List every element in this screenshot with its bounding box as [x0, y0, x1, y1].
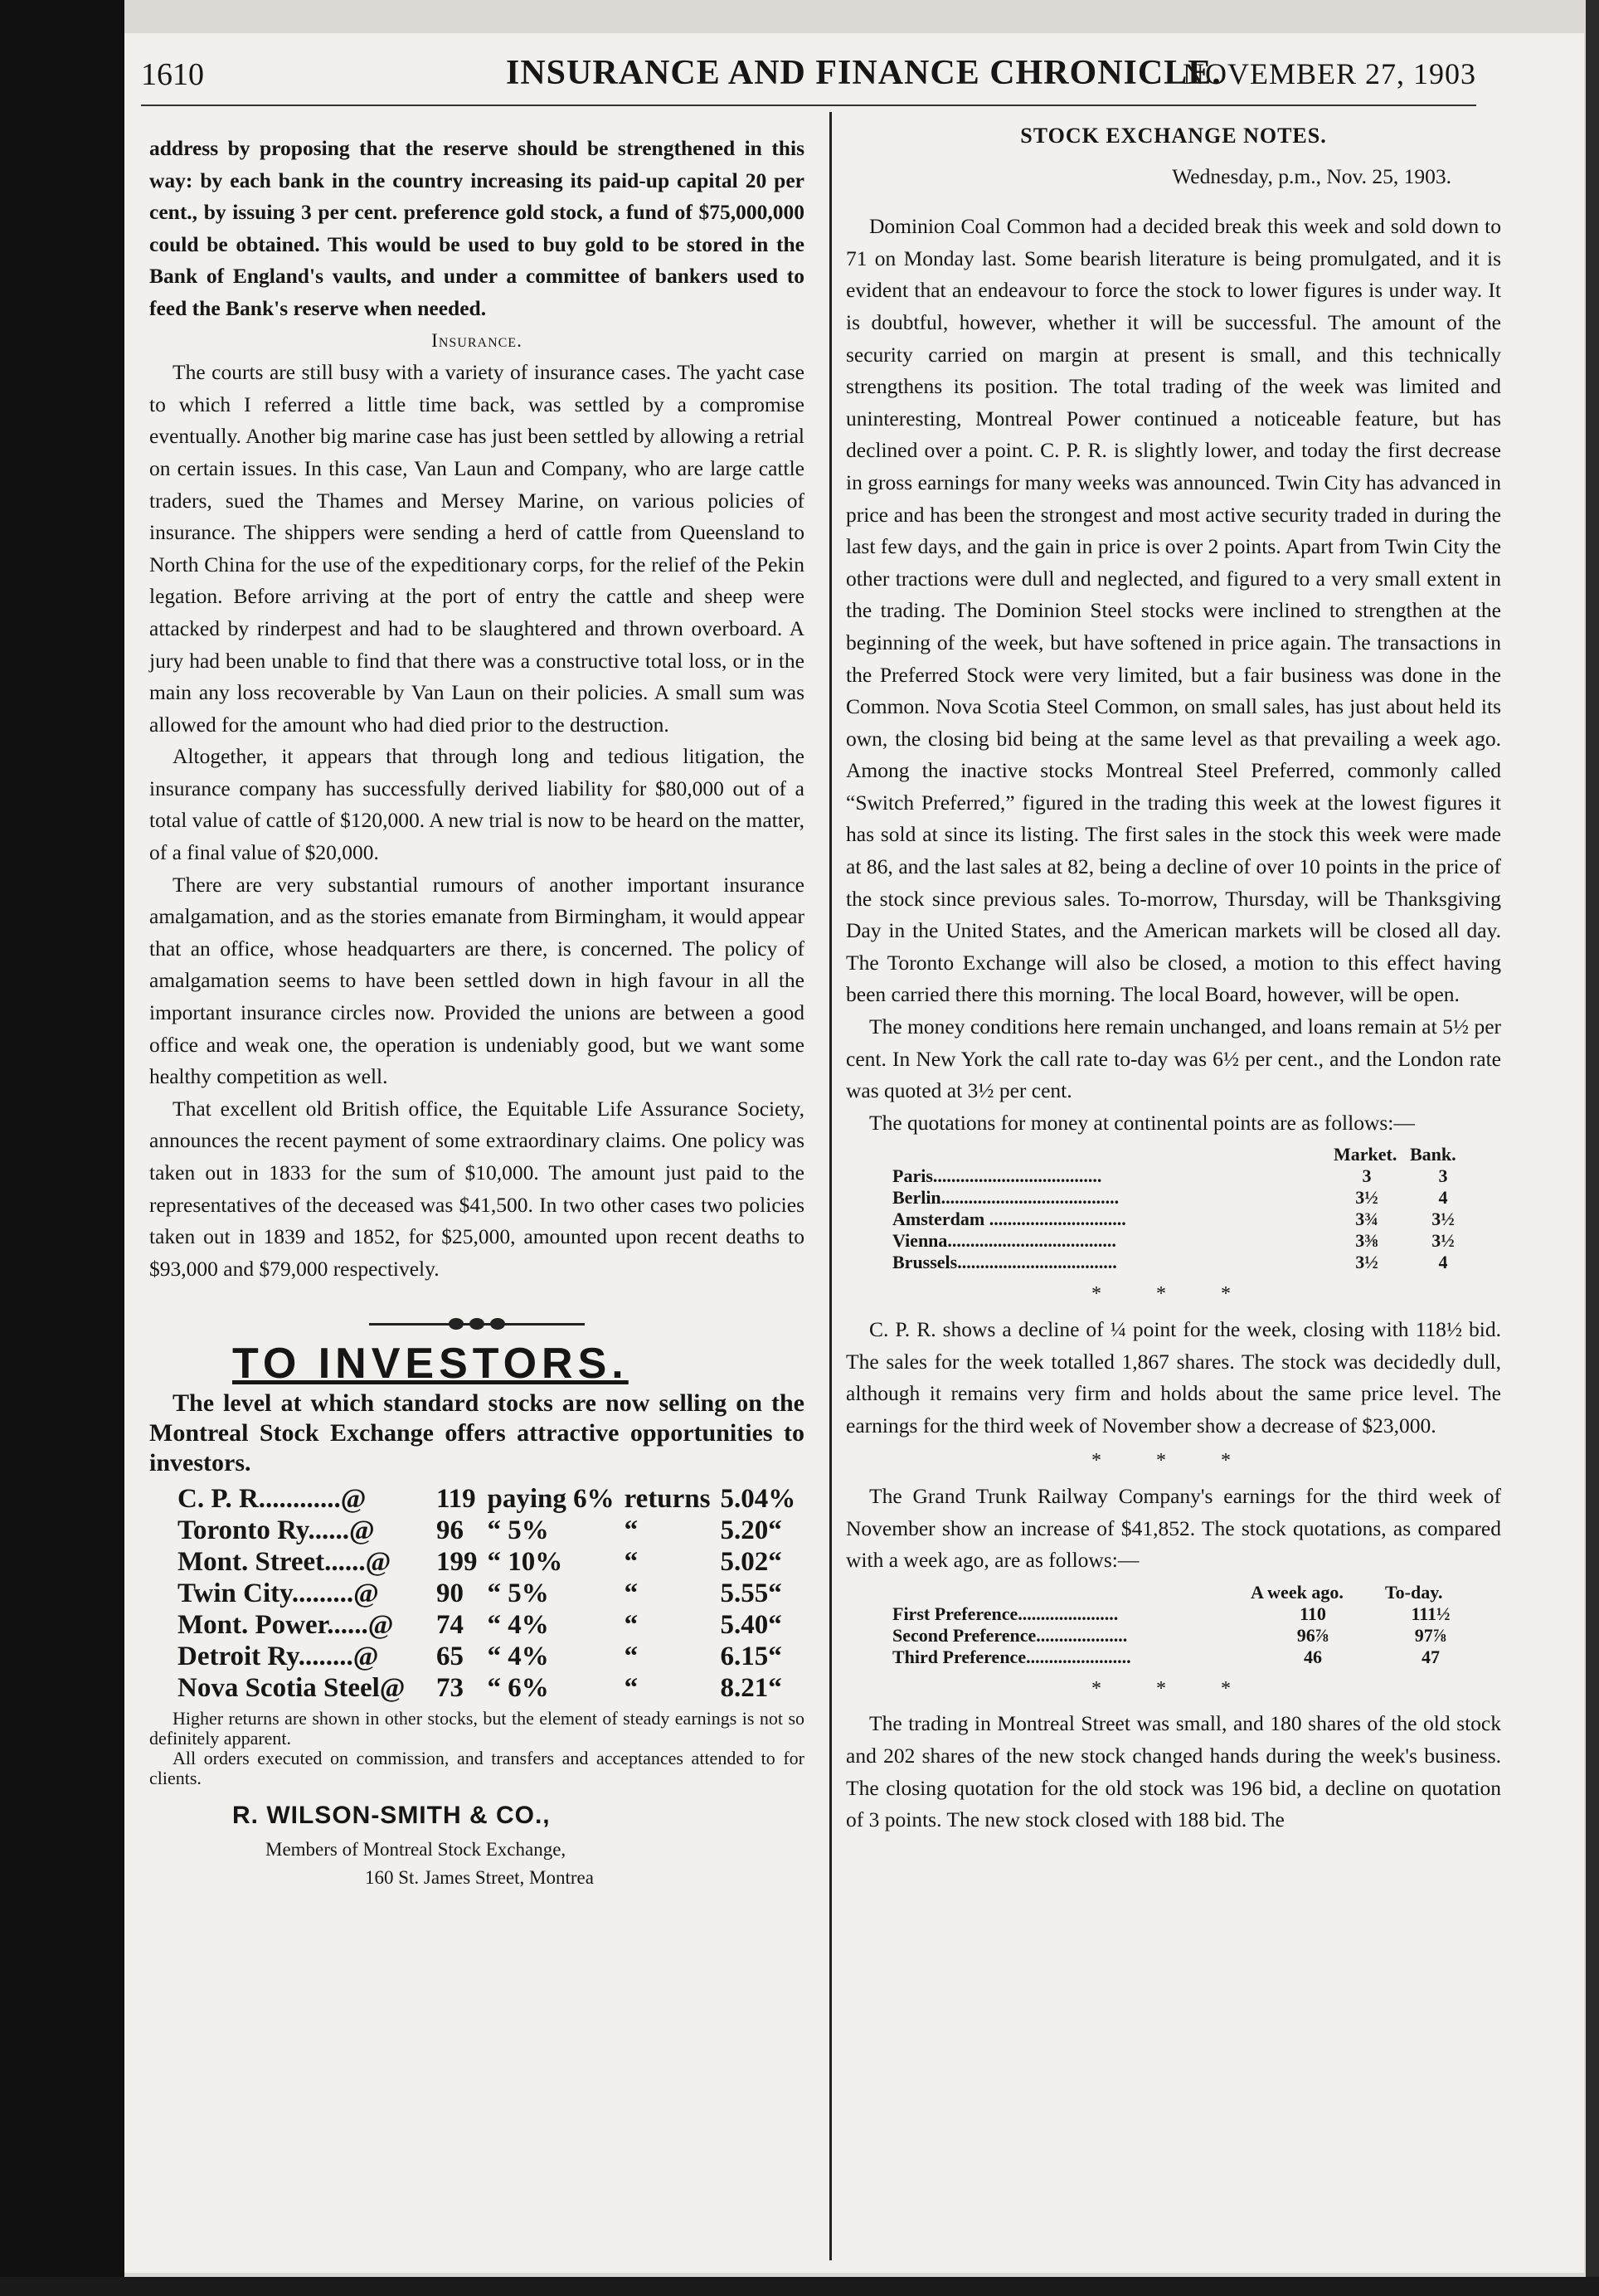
column-header: Market.	[1334, 1144, 1397, 1165]
notes-paragraph-2: The money conditions here remain unchanged, and loans remain at 5½ per cent. In New York the call rate to-day was 6½ per cent., and the London rate was quoted at 3½ per cent.	[846, 1014, 1501, 1103]
left-column	[149, 133, 804, 1892]
notes-paragraph-6: The trading in Montreal Street was small, and 180 shares of the old stock and 202 shares of the new stock changed hands during the week's business. The closing quotation for the old stock was 196 bid, a decline on quotation of 3 points. The new stock closed with 188 bid. The	[846, 1711, 1501, 1832]
scan-right-edge	[1586, 0, 1599, 2296]
notes-dateline: Wednesday, p.m., Nov. 25, 1903.	[1172, 163, 1451, 188]
notes-paragraph-5: The Grand Trunk Railway Company's earnings for the third week of November show an increase of $41,852. The stock quotations, as compared with a week ago, are as follows:—	[846, 1483, 1501, 1573]
ad-intro: The level at which standard stocks are now selling on the Montreal Stock Exchange offers attractive opportunities to investors.	[149, 1389, 804, 1476]
stock-yield-table	[173, 1483, 800, 1704]
insurance-paragraph-3: There are very substantial rumours of another important insurance amalgamation, and as the stories emanate from Birmingham, it would appear that an office, whose headquarters are there, is concerned. The policy of amalgamation seems to have been settled down in high favour in all the important insurance circles now. Provided the unions are between a good office and weak one, the operation is undeniably good, but we want some healthy competition as well.	[149, 872, 804, 1089]
table-row: Vienna..................................... 3⅜ 3½	[892, 1230, 1455, 1252]
scan-left-edge	[0, 0, 124, 2296]
notes-paragraph-4: C. P. R. shows a decline of ¼ point for the week, closing with 118½ bid. The sales for the week totalled 1,867 shares. The stock was decidedly dull, although it remains very firm and holds about the same price level. The earnings for the third week of November show a decrease of $23,000.	[846, 1317, 1501, 1437]
table-row: Brussels................................... 3½ 4	[892, 1252, 1448, 1273]
section-stars: * * *	[1091, 1450, 1256, 1472]
ad-members: Members of Montreal Stock Exchange,	[265, 1838, 566, 1860]
column-rule	[829, 112, 832, 2260]
insurance-paragraph-2: Altogether, it appears that through long and tedious litigation, the insurance company has successfully derived liability for $80,000 out of a total value of cattle of $120,000. A new trial is now to be heard on the matter, of a final value of $20,000.	[149, 744, 804, 865]
ad-title: TO INVESTORS.	[232, 1340, 629, 1389]
stock-row: Twin City.........@ 90 “ 5% “ 5.55“	[177, 1578, 782, 1608]
insurance-paragraph-1: The courts are still busy with a variety of insurance cases. The yacht case to which I referred a little time back, was settled by a compromise eventually. Another big marine case has just been settled by allowing a retrial on certain issues. In this case, Van Laun and Company, who are large cattle traders, sued the Thames and Mersey Marine, on various policies of insurance. The shippers were sending a herd of cattle from Queensland to North China for the use of the expeditionary corps, for the relief of the Pekin legation. Before arriving at the port of entry the cattle and sheep were attacked by rinderpest and had to be slaughtered and thrown overboard. A jury had been unable to find that there was a constructive total loss, or in the main any loss recoverable by Van Laun on their policies. A small sum was allowed for the amount who had died prior to the destruction.	[149, 360, 804, 737]
page-number: 1610	[141, 57, 204, 92]
publication-title: INSURANCE AND FINANCE CHRONICLE.	[506, 54, 1222, 92]
table-row: Paris..................................... 3 3	[892, 1165, 1448, 1187]
table-row: Third Preference....................... 46 47	[892, 1646, 1440, 1667]
right-column	[846, 120, 1501, 1836]
column-header: A week ago.	[1251, 1581, 1344, 1603]
investors-advertisement	[149, 1340, 804, 1891]
page-header	[141, 50, 1476, 100]
section-heading: Insurance.	[431, 329, 522, 351]
column-header: Bank.	[1410, 1144, 1456, 1165]
grand-trunk-table	[887, 1582, 1481, 1668]
stock-row: Mont. Street......@ 199 “ 10% “ 5.02“	[177, 1546, 782, 1577]
stock-notes-title: STOCK EXCHANGE NOTES.	[1020, 124, 1327, 148]
stock-row: Detroit Ry........@ 65 “ 4% “ 6.15“	[177, 1641, 782, 1671]
stock-row: Nova Scotia Steel@ 73 “ 6% “ 8.21“	[177, 1672, 782, 1703]
intro-paragraph: address by proposing that the reserve should be strengthened in this way: by each bank in the country increasing its paid-up capital 20 per cent., by issuing 3 per cent. preference gold stock, a fund of $75,000,000 could be obtained. This would be used to buy gold to be stored in the Bank of England's vaults, and under a committee of bankers used to feed the Bank's reserve when needed.	[149, 136, 804, 320]
section-stars: * * *	[1091, 1283, 1256, 1306]
notes-paragraph-1: Dominion Coal Common had a decided break this week and sold down to 71 on Monday last. Some bearish literature is being promulgated, and it is evident that an endeavour to force the stock to lower figures is under way. It is doubtful, however, whether it will be successful. The amount of the security carried on margin at present is small, and this technically strengthens its position. The total trading of the week was limited and uninteresting, Montreal Power continued a noticeable feature, but has declined over a point. C. P. R. is slightly lower, and today the first decrease in gross earnings for many weeks was announced. Twin City has advanced in price and has been the strongest and most active security traded in during the last few days, and the gain in price is over 2 points. Apart from Twin City the other tractions were dull and neglected, and figured to a very small extent in the trading. The Dominion Steel stocks were inclined to strengthen at the beginning of the week, but have softened in price again. The transactions in the Preferred Stock were very limited, but a fair business was done in the Common. Nova Scotia Steel Common, on small sales, has just about held its own, the closing bid being at the same level as that prevailing a week ago. Among the inactive stocks Montreal Steel Preferred, commonly called “Switch Preferred,” figured in the trading this week at the lowest figures it has sold at since its listing. The first sales in the stock this week were made at 86, and the last sales at 82, being a decline of over 10 points in the price of the stock since previous sales. To-morrow, Thursday, will be Thanksgiving Day in the United States, and the American markets will be closed all day. The Toronto Exchange will also be closed, a motion to this effect having been carried there this morning. The local Board, however, will be open.	[846, 214, 1501, 1007]
insurance-paragraph-4: That excellent old British office, the Equitable Life Assurance Society, announces the recent payment of some extraordinary claims. One policy was taken out in 1833 for the sum of $10,000. The amount just paid to the representatives of the deceased was $41,500. In two other cases two policies taken out in 1839 and 1852, for $25,000, amounted upon recent deaths to $93,000 and $79,000 respectively.	[149, 1096, 804, 1281]
issue-date: NOVEMBER 27, 1903	[1182, 57, 1476, 90]
stock-row: Mont. Power......@ 74 “ 4% “ 5.40“	[177, 1609, 782, 1640]
table-row: Amsterdam .............................. 3¾ 3½	[892, 1209, 1455, 1230]
section-stars: * * *	[1091, 1677, 1256, 1700]
notes-paragraph-3: The quotations for money at continental points are as follows:—	[869, 1110, 1415, 1135]
table-row: First Preference...................... 110 111½	[892, 1603, 1451, 1624]
scan-bottom-edge	[0, 2277, 1599, 2296]
money-rates-table	[887, 1144, 1481, 1273]
ad-note-1: Higher returns are shown in other stocks, but the element of steady earnings is not so definitely apparent.	[149, 1707, 804, 1749]
column-header: To-day.	[1385, 1581, 1443, 1603]
ad-address: 160 St. James Street, Montrea	[365, 1866, 594, 1888]
divider-ornament	[369, 1318, 585, 1330]
table-row: Berlin....................................... 3½ 4	[892, 1187, 1448, 1209]
stock-row: Toronto Ry......@ 96 “ 5% “ 5.20“	[177, 1515, 782, 1545]
ad-note-2: All orders executed on commission, and transfers and acceptances attended to for clients.	[149, 1747, 804, 1788]
table-row: Second Preference.................... 96⅞ 97⅞	[892, 1624, 1447, 1646]
header-rule	[141, 105, 1476, 106]
ad-firm-name: R. WILSON-SMITH & CO.,	[232, 1801, 551, 1829]
stock-row: C. P. R............@ 119 paying 6% returns 5.04%	[177, 1483, 796, 1514]
